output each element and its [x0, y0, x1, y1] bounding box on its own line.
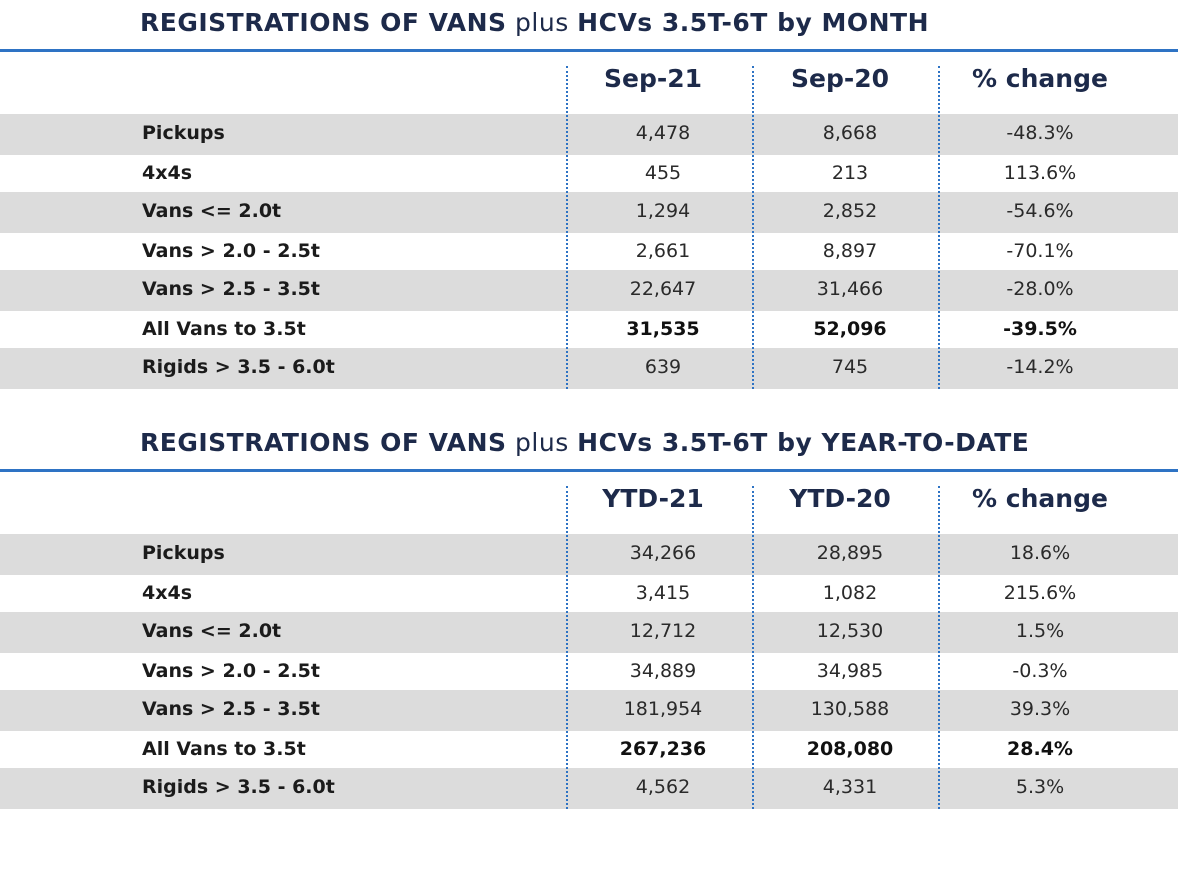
column-header: YTD-21	[602, 484, 704, 513]
table-cell: 745	[831, 356, 869, 378]
column-header: % change	[972, 64, 1108, 93]
column-header: Sep-21	[603, 64, 703, 93]
table-cell: 34,266	[629, 542, 697, 564]
table-row	[0, 270, 1178, 311]
column-divider	[566, 486, 568, 809]
column-header: YTD-20	[789, 484, 891, 513]
table-row	[0, 192, 1178, 233]
column-divider	[752, 66, 754, 389]
table-cell: 8,897	[822, 240, 878, 262]
table-cell: 18.6%	[1009, 542, 1071, 564]
table-cell: 12,530	[816, 620, 884, 642]
row-label: Pickups	[142, 542, 225, 564]
table-cell: 31,535	[626, 318, 700, 340]
table-cell: 208,080	[806, 738, 894, 760]
table-cell: -48.3%	[1006, 122, 1074, 144]
table-cell: 130,588	[810, 698, 890, 720]
table-row	[0, 690, 1178, 731]
table-cell: 39.3%	[1009, 698, 1071, 720]
table-cell: 4,478	[635, 122, 691, 144]
column-divider	[938, 66, 940, 389]
table-row	[0, 534, 1178, 575]
table-row	[0, 768, 1178, 809]
table-cell: 34,889	[629, 660, 697, 682]
table-cell: 1.5%	[1015, 620, 1065, 642]
row-label: Vans > 2.5 - 3.5t	[142, 698, 320, 720]
row-label: Rigids > 3.5 - 6.0t	[142, 776, 335, 798]
row-label: 4x4s	[142, 582, 193, 604]
table-cell: 31,466	[816, 278, 884, 300]
column-divider	[752, 486, 754, 809]
table-cell: 2,661	[635, 240, 691, 262]
table-cell: 22,647	[629, 278, 697, 300]
table-cell: 3,415	[635, 582, 691, 604]
table-cell: 113.6%	[1003, 162, 1077, 184]
table-cell: 455	[644, 162, 682, 184]
table-cell: 2,852	[822, 200, 878, 222]
table-cell: 52,096	[813, 318, 887, 340]
table-cell: -70.1%	[1006, 240, 1074, 262]
table-cell: 28.4%	[1007, 738, 1073, 760]
table-cell: -54.6%	[1006, 200, 1074, 222]
table-cell: 28,895	[816, 542, 884, 564]
row-label: Vans > 2.5 - 3.5t	[142, 278, 320, 300]
table-row	[0, 154, 1178, 193]
table-cell: 1,294	[635, 200, 691, 222]
section-title: REGISTRATIONS OF VANS plus HCVs 3.5T-6T by MONTH	[140, 8, 929, 37]
column-divider	[566, 66, 568, 389]
table-row	[0, 612, 1178, 653]
table-row	[0, 652, 1178, 691]
table-cell: 4,331	[822, 776, 878, 798]
table-cell: -28.0%	[1006, 278, 1074, 300]
row-label: Vans <= 2.0t	[142, 620, 282, 642]
row-label: Vans > 2.0 - 2.5t	[142, 660, 320, 682]
row-label: All Vans to 3.5t	[142, 738, 306, 760]
table-row	[0, 574, 1178, 613]
table-cell: -14.2%	[1006, 356, 1074, 378]
column-header: % change	[972, 484, 1108, 513]
row-label: Vans <= 2.0t	[142, 200, 282, 222]
table-cell: 639	[644, 356, 682, 378]
table-cell: 267,236	[619, 738, 707, 760]
table-cell: -39.5%	[1003, 318, 1077, 340]
table-row	[0, 310, 1178, 349]
table-cell: 8,668	[822, 122, 878, 144]
table-cell: 1,082	[822, 582, 878, 604]
table-header	[0, 52, 1178, 114]
table-cell: 34,985	[816, 660, 884, 682]
column-header: Sep-20	[790, 64, 890, 93]
table-cell: 5.3%	[1015, 776, 1065, 798]
table-cell: 181,954	[623, 698, 703, 720]
column-divider	[938, 486, 940, 809]
table-row	[0, 232, 1178, 271]
table-cell: -0.3%	[1012, 660, 1068, 682]
table-header	[0, 472, 1178, 534]
table-cell: 213	[831, 162, 869, 184]
row-label: Vans > 2.0 - 2.5t	[142, 240, 320, 262]
table-row	[0, 348, 1178, 389]
section-title: REGISTRATIONS OF VANS plus HCVs 3.5T-6T by YEAR-TO-DATE	[140, 428, 1030, 457]
table-row	[0, 730, 1178, 769]
table-cell: 12,712	[629, 620, 697, 642]
row-label: 4x4s	[142, 162, 193, 184]
table-cell: 4,562	[635, 776, 691, 798]
table-row	[0, 114, 1178, 155]
row-label: All Vans to 3.5t	[142, 318, 306, 340]
table-cell: 215.6%	[1003, 582, 1077, 604]
row-label: Pickups	[142, 122, 225, 144]
row-label: Rigids > 3.5 - 6.0t	[142, 356, 335, 378]
